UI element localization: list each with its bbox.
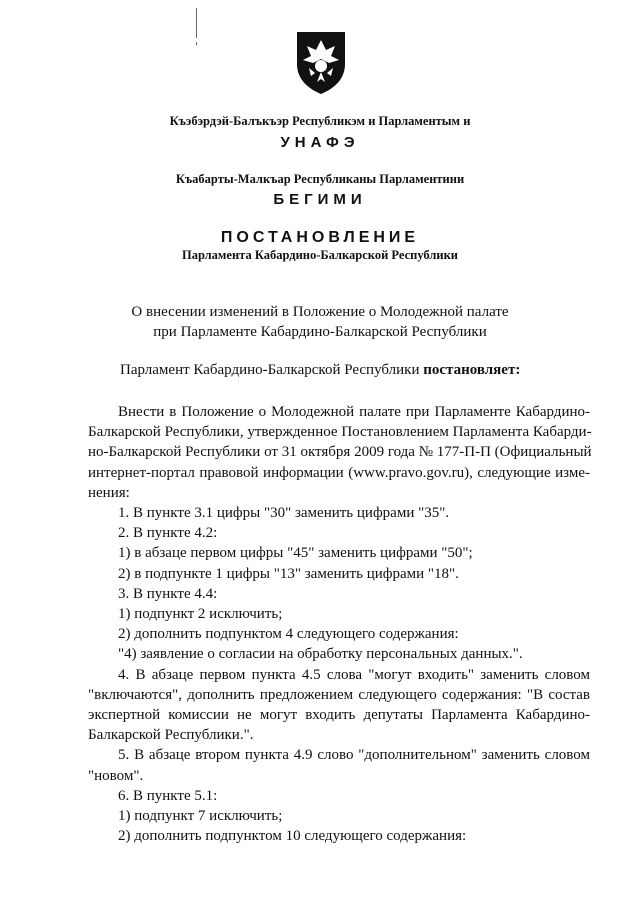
list-item: 2) дополнить подпунктом 4 следующего содержания: bbox=[118, 626, 459, 643]
text-line: "включаются", дополнить предложением следующего содержания: "В состав bbox=[88, 686, 590, 703]
list-item: 2) дополнить подпунктом 10 следующего содержания: bbox=[118, 828, 467, 845]
scan-mark bbox=[196, 42, 197, 45]
list-item: 1) в абзаце первом цифры "45" заменить цифрами "50"; bbox=[118, 545, 473, 562]
list-item: 1) подпункт 2 исключить; bbox=[118, 606, 283, 623]
item-5-paragraph bbox=[88, 745, 590, 785]
header-balkar-line: Къабарты-Малкъар Республиканы Парламентини bbox=[175, 172, 465, 186]
list-item: 1. В пункте 3.1 цифры "30" заменить цифрами "35". bbox=[118, 505, 450, 522]
list-item: 2) в подпункте 1 цифры "13" заменить цифрами "18". bbox=[118, 565, 459, 582]
text-line: Балкарской Республики.". bbox=[88, 727, 254, 744]
text-line: "новом". bbox=[88, 767, 144, 784]
coat-of-arms-emblem bbox=[291, 26, 351, 96]
preamble bbox=[120, 362, 600, 379]
subject-line: при Парламенте Кабардино-Балкарской Республики bbox=[153, 324, 487, 340]
list-item: 6. В пункте 5.1: bbox=[118, 787, 218, 804]
text-line: 5. В абзаце втором пункта 4.9 слово "дополнительном" заменить словом bbox=[118, 747, 590, 764]
header-balkar-word: БЕГИМИ bbox=[273, 191, 367, 208]
text-line: экспертной комиссии не могут входить депутаты Парламента Кабардино- bbox=[88, 707, 590, 724]
scan-mark bbox=[196, 8, 197, 38]
list-item: "4) заявление о согласии на обработку персональных данных.". bbox=[118, 646, 523, 663]
document-title: ПОСТАНОВЛЕНИЕ bbox=[220, 229, 420, 246]
text-line: Внести в Положение о Молодежной палате при Парламенте Кабардино- bbox=[118, 404, 590, 420]
text-line: но-Балкарской Республики от 31 октября 2009 года № 177-П-П (Официальный bbox=[88, 444, 592, 461]
text-line: нения: bbox=[88, 484, 130, 501]
header-kabardian-line: Къэбэрдэй-Балъкъэр Республикэм и Парламентым и bbox=[169, 114, 471, 128]
preamble-bold: постановляет: bbox=[423, 362, 521, 378]
text-line: интернет-портал правовой информации (www.pravo.gov.ru), следующие изме- bbox=[88, 464, 590, 481]
preamble-text: Парламент Кабардино-Балкарской Республики bbox=[120, 362, 424, 378]
document-subtitle: Парламента Кабардино-Балкарской Республики bbox=[182, 248, 458, 262]
document-subject bbox=[0, 302, 640, 342]
list-item: 1) подпункт 7 исключить; bbox=[118, 808, 283, 825]
text-line: 4. В абзаце первом пункта 4.5 слова "могут входить" заменить словом bbox=[118, 666, 590, 683]
header-kabardian-word: УНАФЭ bbox=[280, 134, 360, 151]
list-item: 3. В пункте 4.4: bbox=[118, 585, 218, 602]
document-body bbox=[88, 402, 590, 846]
subject-line: О внесении изменений в Положение о Молодежной палате bbox=[131, 304, 509, 320]
text-line: Балкарской Республики, утвержденное Постановлением Парламента Кабарди- bbox=[88, 424, 592, 441]
intro-paragraph bbox=[88, 402, 590, 503]
list-item: 2. В пункте 4.2: bbox=[118, 525, 218, 542]
item-4-paragraph bbox=[88, 665, 590, 746]
